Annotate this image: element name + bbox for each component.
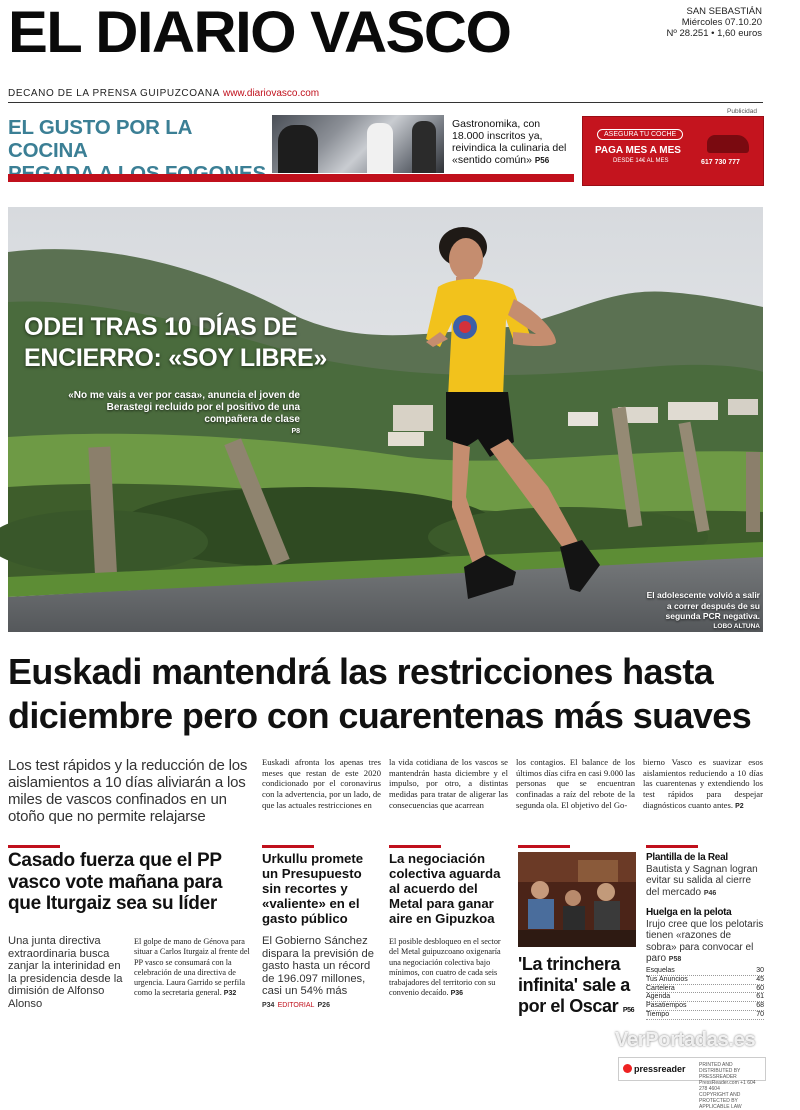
hero-headline[interactable] [24,312,354,374]
story-headline-trinchera[interactable] [518,954,640,1021]
section-index [646,967,764,1020]
brief-text: Bautista y Sagnan logran evitar su salida al cierre del mercado [646,863,758,898]
masthead-title: EL DIARIO VASCO [8,0,511,65]
ad-line2: PAGA MES A MES [595,145,681,156]
story-rule [518,845,570,848]
pressreader-logo [623,1064,686,1074]
index-page: 68 [756,1002,764,1010]
story-page-ref: P32 [223,990,237,998]
footer-text [699,1062,765,1110]
index-row[interactable] [646,985,764,994]
brief-text: Irujo cree que los pelotaris tienen «razones de sobra» para convocar el paro [646,918,764,964]
teaser-page-ref: P56 [534,156,550,165]
edition-date: Miércoles 07.10.20 [681,17,762,28]
story-deck-urkullu-text: El Gobierno Sánchez dispara la previsión de gasto hasta un récord de 196.097 millones, casi un 54% más [262,935,374,997]
main-body-col4-text: bierno Vasco es suavizar esos aislamientos reduciendo a 10 días las cuarentenas y extendiendo los test rápidos para despejar diagnósticos cuanto antes. [643,757,763,810]
story-page-ref: P56 [622,1007,635,1014]
story-body-casado [134,937,254,1000]
story-body-metal [389,937,509,1000]
masthead-divider [8,102,763,103]
brief-page-ref: P46 [703,889,717,897]
story-photo-illustration [518,852,636,947]
index-row[interactable] [646,967,764,976]
teaser-photo-figure [412,121,436,173]
tagline-text: DECANO DE LA PRENSA GUIPUZCOANA [8,88,220,99]
footer-line1: PRINTED AND DISTRIBUTED BY PRESSREADER [699,1062,741,1080]
briefs [646,852,764,974]
story-page-ref: P34 [262,1001,275,1009]
hero-page-ref: P8 [291,428,300,435]
story-headline-trinchera-text: 'La trinchera infinita' sale a por el Oscar [518,954,630,1016]
photo-credit: LOBO ALTUNA [713,622,760,630]
index-page: 30 [756,967,764,974]
main-headline[interactable]: Euskadi mantendrá las restricciones hasta diciembre pero con cuarentenas más suaves [8,651,752,736]
story-headline-metal[interactable]: La negociación colectiva aguarda al acuerdo del Metal para ganar aire en Gipuzkoa [389,851,501,926]
story-page-ref: P26 [317,1001,330,1009]
edition-info [666,6,762,39]
index-label: Pasatiempos [646,1002,687,1010]
main-page-ref: P2 [735,802,744,810]
hero-headline-line1: ODEI TRAS 10 DÍAS DE [24,313,298,341]
story-page-ref: P36 [450,990,464,998]
teaser-photo[interactable] [272,115,444,173]
story-body-metal-text: El posible desbloqueo en el sector del Metal guipuzcoano oxigenaría una negociación colectiva bajo mínimos, con cuatro de cada seis trabajadores del territorio con su convenio decaído. [389,937,501,998]
teaser-photo-figure [367,123,393,173]
story-rule [262,845,314,848]
advertisement[interactable] [582,116,764,186]
main-body-col3: los contagios. El balance de los últimos días cifra en casi 9.000 las personas que se encuentran confinadas a raíz del rebote de la segunda ola. El objetivo del Go- [516,757,635,810]
story-body-casado-text: El golpe de mano de Génova para situar a Carlos Iturgaiz al frente del PP vasco se consumará con la celebración de una directiva de urgencia. Laura Garrido se perfila como la secretaria general. [134,937,250,998]
teaser-headline-line1: EL GUSTO POR LA COCINA [8,116,192,162]
ad-line1: ASEGURA TU COCHE [597,129,683,140]
index-row[interactable] [646,976,764,985]
main-body-col2: la vida cotidiana de los vascos se mantendrán hasta diciembre y el impulso, por otro, a distintas medidas para tratar de aligerar las consecuencias que acarrean [389,757,508,810]
index-label: Esquelas [646,967,675,974]
editorial-label: EDITORIAL [277,1001,315,1009]
story-headline-casado[interactable]: Casado fuerza que el PP vasco vote mañana para que Iturgaiz sea su líder [8,850,223,914]
hero-headline-line2: ENCIERRO: «SOY LIBRE» [24,344,328,372]
site-url-link[interactable]: www.diariovasco.com [222,88,320,99]
index-label: Tus Anuncios [646,975,688,983]
index-label: Agenda [646,993,671,1001]
main-body-col1: Euskadi afronta los apenas tres meses que restan de este 2020 condicionado por el coronavirus con la advertencia, por un lado, de que las actuales restricciones en [262,757,381,810]
index-page: 45 [756,975,764,983]
index-row[interactable] [646,993,764,1002]
brief-item[interactable] [646,852,764,899]
brief-page-ref: P58 [668,956,682,963]
story-rule [8,845,60,848]
story-photo-trinchera[interactable] [518,852,636,947]
story-rule [646,845,698,848]
hero-subhead[interactable] [60,390,300,438]
index-page: 60 [756,984,764,992]
index-page: 61 [756,993,764,1001]
ad-line3: DESDE 14€ AL MES [613,158,669,164]
index-page: 70 [756,1010,764,1018]
photo-caption [640,590,760,632]
hero-subhead-text: «No me vais a ver por casa», anuncia el joven de Berastegi recluido por el positivo de una compañera de clase [68,390,300,425]
teaser-red-bar [8,174,574,182]
story-deck-casado: Una junta directiva extraordinaria busca zanjar la interinidad en la presidencia desde la dimisión de Alfonso Alonso [8,935,123,1010]
ad-label: Publicidad [727,108,757,115]
teaser-text[interactable] [452,118,574,167]
brief-title: Huelga en la pelota [646,907,732,918]
story-headline-urkullu[interactable]: Urkullu promete un Presupuesto sin recortes y «valiente» en el gasto público [262,851,364,926]
brief-title: Plantilla de la Real [646,852,728,863]
brief-item[interactable] [646,907,764,966]
teaser-text-body: Gastronomika, con 18.000 inscritos ya, reivindica la culinaria del «sentido común» [452,118,567,166]
footer-line3: COPYRIGHT AND PROTECTED BY APPLICABLE LAW [699,1092,742,1110]
story-deck-urkullu [262,935,382,1012]
edition-issue: Nº 28.251 • 1,60 euros [666,28,762,39]
index-row[interactable] [646,1011,764,1020]
story-rule [389,845,441,848]
main-deck: Los test rápidos y la reducción de los aislamientos a 10 días aliviarán a los miles de vascos confinados en un otoño que no permite relajarse [8,757,248,825]
watermark: VerPortadas.es [615,1029,756,1051]
pressreader-dot-icon [623,1064,632,1073]
teaser-photo-figure [278,125,318,173]
tagline [8,88,319,99]
index-label: Cartelera [646,984,675,992]
pressreader-brand: pressreader [634,1064,686,1074]
ad-phone: 617 730 777 [701,159,740,166]
main-body-col4 [643,757,763,813]
pressreader-footer[interactable] [618,1057,766,1110]
car-icon [707,135,749,153]
footer-line2: PressReader.com +1 604 278 4604 [699,1080,756,1092]
index-row[interactable] [646,1002,764,1011]
photo-caption-text: El adolescente volvió a salir a correr después de su segunda PCR negativa. [646,590,760,621]
index-label: Tiempo [646,1010,670,1018]
edition-city: SAN SEBASTIÁN [686,6,762,17]
